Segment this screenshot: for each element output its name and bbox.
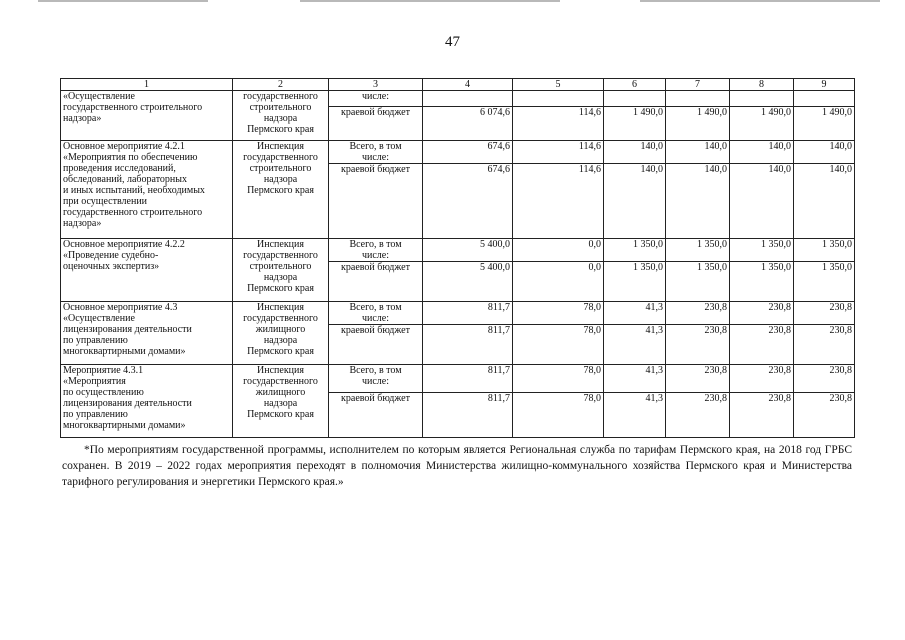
table-row [61, 302, 855, 325]
scan-edge-line [38, 0, 208, 2]
funding-source-cell: краевой бюджет [329, 325, 423, 365]
amount-cell: 78,0 [513, 302, 604, 325]
amount-cell: 230,8 [666, 325, 730, 365]
amount-cell [666, 91, 730, 107]
event-name-cell: Основное мероприятие 4.2.1 «Мероприятия по обеспечению проведения исследований, обследований, лабораторных и иных испытаний, необходимых при осуществлении государственного строительного надзора» [61, 141, 233, 239]
amount-cell: 140,0 [794, 141, 855, 164]
amount-cell: 41,3 [604, 325, 666, 365]
scan-edge-line [640, 0, 880, 2]
table-row [61, 239, 855, 262]
amount-cell: 5 400,0 [423, 262, 513, 302]
amount-cell: 230,8 [730, 325, 794, 365]
executor-cell: Инспекция государственного жилищного надзора Пермского края [233, 365, 329, 438]
executor-cell: Инспекция государственного строительного надзора Пермского края [233, 141, 329, 239]
amount-cell: 1 350,0 [666, 239, 730, 262]
amount-cell: 230,8 [794, 393, 855, 438]
amount-cell: 140,0 [730, 141, 794, 164]
table-row [61, 91, 855, 107]
amount-cell [513, 91, 604, 107]
funding-source-cell: краевой бюджет [329, 107, 423, 141]
funding-source-cell: краевой бюджет [329, 262, 423, 302]
amount-cell: 230,8 [794, 365, 855, 393]
amount-cell: 1 350,0 [794, 239, 855, 262]
amount-cell: 78,0 [513, 365, 604, 393]
header-cell: 4 [423, 79, 513, 91]
header-cell: 9 [794, 79, 855, 91]
event-name-cell: Основное мероприятие 4.3 «Осуществление лицензирования деятельности по управлению многоквартирными домами» [61, 302, 233, 365]
amount-cell: 140,0 [794, 164, 855, 239]
amount-cell: 811,7 [423, 365, 513, 393]
amount-cell [423, 91, 513, 107]
amount-cell: 1 350,0 [666, 262, 730, 302]
amount-cell [604, 91, 666, 107]
event-name-cell: Мероприятие 4.3.1 «Мероприятия по осуществлению лицензирования деятельности по управлению многоквартирными домами» [61, 365, 233, 438]
amount-cell: 230,8 [794, 302, 855, 325]
amount-cell: 230,8 [666, 365, 730, 393]
amount-cell: 0,0 [513, 239, 604, 262]
amount-cell: 230,8 [730, 393, 794, 438]
funding-source-cell: Всего, в том числе: [329, 302, 423, 325]
table-body [61, 79, 855, 438]
amount-cell: 114,6 [513, 164, 604, 239]
amount-cell: 1 350,0 [794, 262, 855, 302]
amount-cell: 1 490,0 [730, 107, 794, 141]
amount-cell: 811,7 [423, 325, 513, 365]
header-cell: 1 [61, 79, 233, 91]
funding-source-cell: Всего, в том числе: [329, 141, 423, 164]
amount-cell: 674,6 [423, 164, 513, 239]
amount-cell: 811,7 [423, 393, 513, 438]
header-cell: 8 [730, 79, 794, 91]
amount-cell: 41,3 [604, 302, 666, 325]
executor-cell: Инспекция государственного жилищного надзора Пермского края [233, 302, 329, 365]
table-row [61, 365, 855, 393]
table-row [61, 141, 855, 164]
event-name-cell: Основное мероприятие 4.2.2 «Проведение судебно- оценочных экспертиз» [61, 239, 233, 302]
funding-source-cell: краевой бюджет [329, 393, 423, 438]
amount-cell: 5 400,0 [423, 239, 513, 262]
amount-cell: 1 490,0 [604, 107, 666, 141]
amount-cell: 140,0 [666, 164, 730, 239]
amount-cell: 811,7 [423, 302, 513, 325]
program-table [60, 78, 855, 438]
amount-cell: 230,8 [666, 302, 730, 325]
funding-source-cell: краевой бюджет [329, 164, 423, 239]
amount-cell: 140,0 [666, 141, 730, 164]
amount-cell: 674,6 [423, 141, 513, 164]
amount-cell: 140,0 [730, 164, 794, 239]
amount-cell: 230,8 [730, 365, 794, 393]
amount-cell: 1 350,0 [730, 262, 794, 302]
amount-cell: 230,8 [794, 325, 855, 365]
amount-cell [730, 91, 794, 107]
funding-source-cell: Всего, в том числе: [329, 365, 423, 393]
amount-cell: 1 490,0 [794, 107, 855, 141]
executor-cell: Инспекция государственного строительного надзора Пермского края [233, 239, 329, 302]
amount-cell: 41,3 [604, 393, 666, 438]
amount-cell: 6 074,6 [423, 107, 513, 141]
funding-source-cell: числе: [329, 91, 423, 107]
header-cell: 2 [233, 79, 329, 91]
amount-cell: 1 490,0 [666, 107, 730, 141]
scan-edge-line [300, 0, 560, 2]
amount-cell: 114,6 [513, 141, 604, 164]
amount-cell: 0,0 [513, 262, 604, 302]
header-row [61, 79, 855, 91]
header-cell: 5 [513, 79, 604, 91]
header-cell: 6 [604, 79, 666, 91]
event-name-cell: «Осуществление государственного строительного надзора» [61, 91, 233, 141]
footnote: *По мероприятиям государственной программы, исполнителем по которым является Региональная служба по тарифам Пермского края, на 2018 год ГРБС сохранен. В 2019 – 2022 годах мероприятия переходят в полномочия Министерства жилищно-коммунального хозяйства Пермского края и Министерства тарифного регулирования и энергетики Пермского края.» [62, 444, 852, 488]
amount-cell: 114,6 [513, 107, 604, 141]
amount-cell: 41,3 [604, 365, 666, 393]
amount-cell: 1 350,0 [730, 239, 794, 262]
amount-cell: 78,0 [513, 393, 604, 438]
executor-cell: государственного строительного надзора Пермского края [233, 91, 329, 141]
amount-cell [794, 91, 855, 107]
amount-cell: 1 350,0 [604, 239, 666, 262]
funding-source-cell: Всего, в том числе: [329, 239, 423, 262]
amount-cell: 140,0 [604, 141, 666, 164]
page-number: 47 [445, 34, 460, 50]
amount-cell: 230,8 [666, 393, 730, 438]
amount-cell: 1 350,0 [604, 262, 666, 302]
amount-cell: 78,0 [513, 325, 604, 365]
header-cell: 7 [666, 79, 730, 91]
amount-cell: 230,8 [730, 302, 794, 325]
amount-cell: 140,0 [604, 164, 666, 239]
header-cell: 3 [329, 79, 423, 91]
